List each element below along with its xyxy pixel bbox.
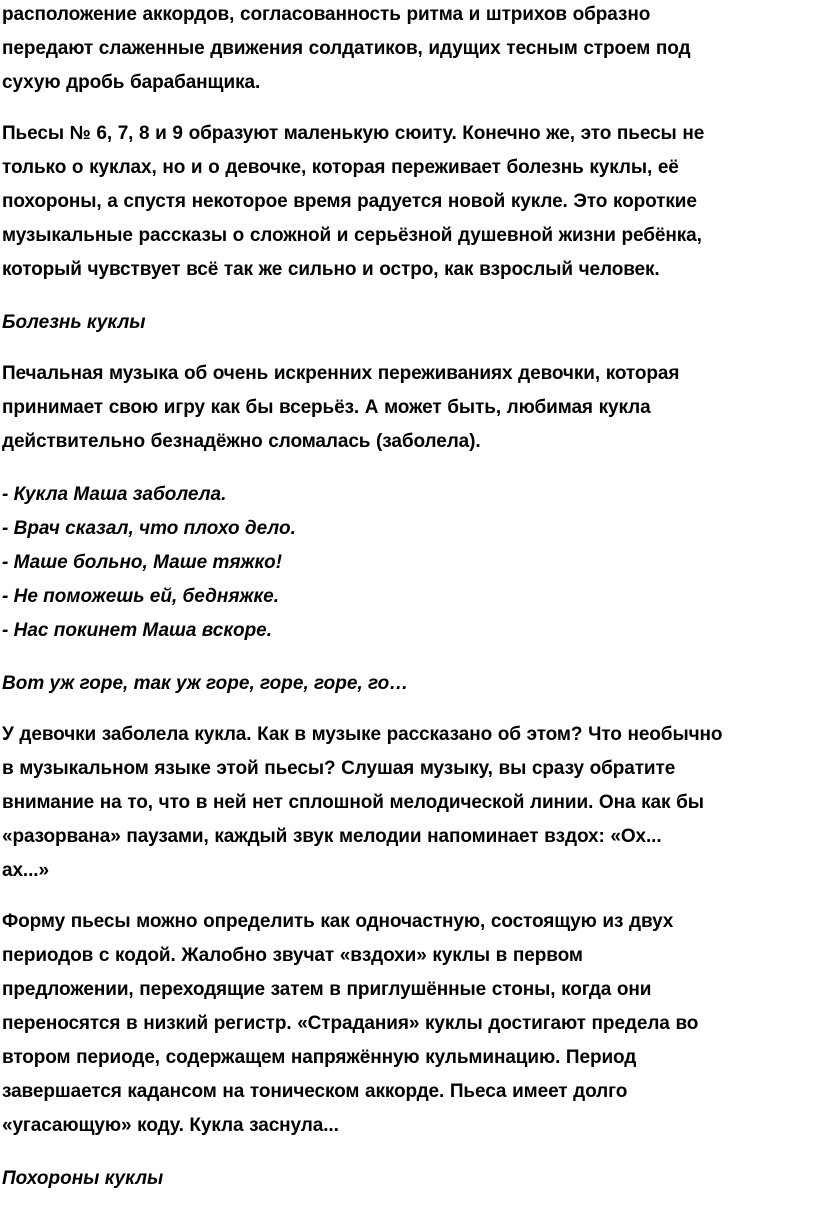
text-line: У девочки заболела кукла. Как в музыке рассказано об этом? Что необычно	[2, 724, 723, 745]
text-line: предложении, переходящие затем в приглушённые стоны, когда они	[2, 979, 652, 1000]
text-line: переносятся в низкий регистр. «Страдания» куклы достигают предела во	[2, 1013, 699, 1034]
text-line: ах...»	[2, 860, 49, 881]
text-line: Пьесы № 6, 7, 8 и 9 образуют маленькую сюиту. Конечно же, это пьесы не	[2, 123, 705, 144]
text-line: действительно безнадёжно сломалась (заболела).	[2, 431, 481, 452]
paragraph-sad-music	[2, 357, 812, 459]
text-line: похороны, а спустя некоторое время радуется новой кукле. Это короткие	[2, 191, 697, 212]
text-line: только о куклах, но и о девочке, которая переживает болезнь куклы, её	[2, 157, 679, 178]
text-line: сухую дробь барабанщика.	[2, 72, 261, 93]
poem-line: - Не поможешь ей, бедняжке.	[2, 586, 279, 607]
section-heading-doll-illness: Болезнь куклы	[2, 312, 146, 333]
section-heading-doll-funeral: Похороны куклы	[2, 1168, 164, 1189]
poem-line: - Нас покинет Маша вскоре.	[2, 620, 273, 641]
text-line: который чувствует всё так же сильно и остро, как взрослый человек.	[2, 259, 660, 280]
text-line: принимает свою игру как бы всерьёз. А может быть, любимая кукла	[2, 397, 651, 418]
text-line: завершается кадансом на тоническом аккорде. Пьеса имеет долго	[2, 1081, 628, 1102]
text-line: «разорвана» паузами, каждый звук мелодии напоминает вздох: «Ох...	[2, 826, 662, 847]
paragraph-soldiers-ending	[2, 0, 812, 100]
text-line: периодов с кодой. Жалобно звучат «вздохи» куклы в первом	[2, 945, 583, 966]
text-line: музыкальные рассказы о сложной и серьёзной душевной жизни ребёнка,	[2, 225, 702, 246]
text-line: расположение аккордов, согласованность ритма и штрихов образно	[2, 4, 651, 25]
text-line: в музыкальном языке этой пьесы? Слушая музыку, вы сразу обратите	[2, 758, 676, 779]
poem-line: - Врач сказал, что плохо дело.	[2, 518, 296, 539]
poem-line: - Маше больно, Маше тяжко!	[2, 552, 283, 573]
text-line: Форму пьесы можно определить как одночастную, состоящую из двух	[2, 911, 674, 932]
poem-line: - Кукла Маша заболела.	[2, 484, 227, 505]
text-line: втором периоде, содержащем напряжённую кульминацию. Период	[2, 1047, 637, 1068]
paragraph-suite-intro	[2, 117, 812, 287]
paragraph-music-analysis	[2, 718, 812, 888]
poem-dialogue	[2, 478, 812, 648]
text-line: передают слаженные движения солдатиков, идущих тесным строем под	[2, 38, 691, 59]
poem-refrain: Вот уж горе, так уж горе, горе, горе, го…	[2, 673, 409, 694]
paragraph-form-description	[2, 905, 812, 1143]
text-line: Печальная музыка об очень искренних переживаниях девочки, которая	[2, 363, 680, 384]
text-line: «угасающую» коду. Кукла заснула...	[2, 1115, 339, 1136]
text-line: внимание на то, что в ней нет сплошной мелодической линии. Она как бы	[2, 792, 704, 813]
